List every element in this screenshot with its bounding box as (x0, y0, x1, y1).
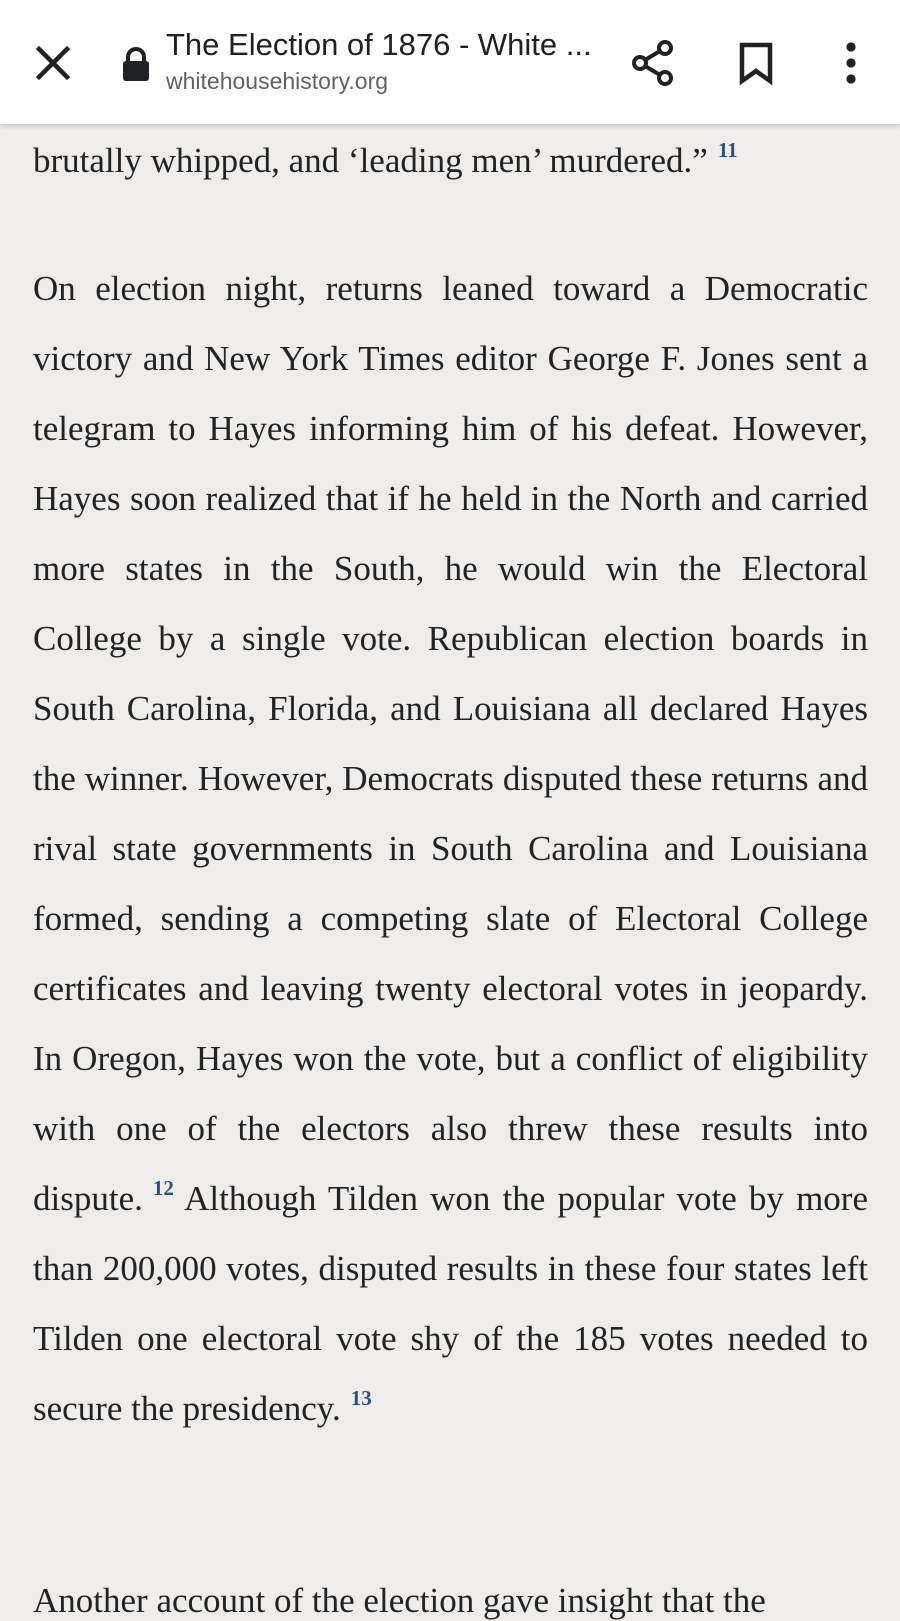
more-options-button[interactable] (820, 32, 882, 94)
share-icon (631, 40, 675, 86)
footnote-link-12[interactable]: 12 (152, 1176, 174, 1201)
share-button[interactable] (622, 32, 684, 94)
paragraph-text: brutally whipped, and ‘leading men’ murdered.” (33, 141, 708, 180)
lock-icon (119, 46, 153, 82)
footnote-link-13[interactable]: 13 (350, 1386, 372, 1411)
more-vert-icon (845, 42, 857, 84)
page-url: whitehousehistory.org (166, 68, 389, 94)
paragraph-text: Although Tilden won the popular vote by more than 200,000 votes, disputed results in these four states left Tilden one electoral vote shy of the 185 votes needed to secure the presidency. (33, 1179, 868, 1428)
paragraph-cut-off: Another account of the election gave insight that the (33, 1581, 766, 1620)
paragraph-text: On election night, returns leaned toward a Democratic victory and New York Times editor George F. Jones sent a telegram to Hayes informing him of his defeat. However, Hayes soon realized that if he held in the North and carried more states in the South, he would win the Electoral College by a single vote. Republican election boards in South Carolina, Florida, and Louisiana all declared Hayes the winner. However, Democrats disputed these returns and rival state governments in South Carolina and Louisiana formed, sending a competing slate of Electoral College certificates and leaving twenty electoral votes in jeopardy. In Oregon, Hayes won the vote, but a conflict of eligibility with one of the electors also threw these results into dispute. (33, 269, 868, 1218)
paragraph (33, 254, 868, 1444)
article-body (33, 124, 868, 1444)
paragraph-fragment (33, 126, 868, 196)
address-area[interactable] (166, 26, 592, 96)
close-icon (35, 45, 71, 81)
page-title: The Election of 1876 - White ... (166, 27, 592, 62)
browser-toolbar (0, 0, 900, 124)
close-button[interactable] (22, 32, 84, 94)
footnote-link-11[interactable]: 11 (717, 138, 738, 163)
bookmark-icon (739, 42, 773, 84)
bookmark-button[interactable] (725, 32, 787, 94)
